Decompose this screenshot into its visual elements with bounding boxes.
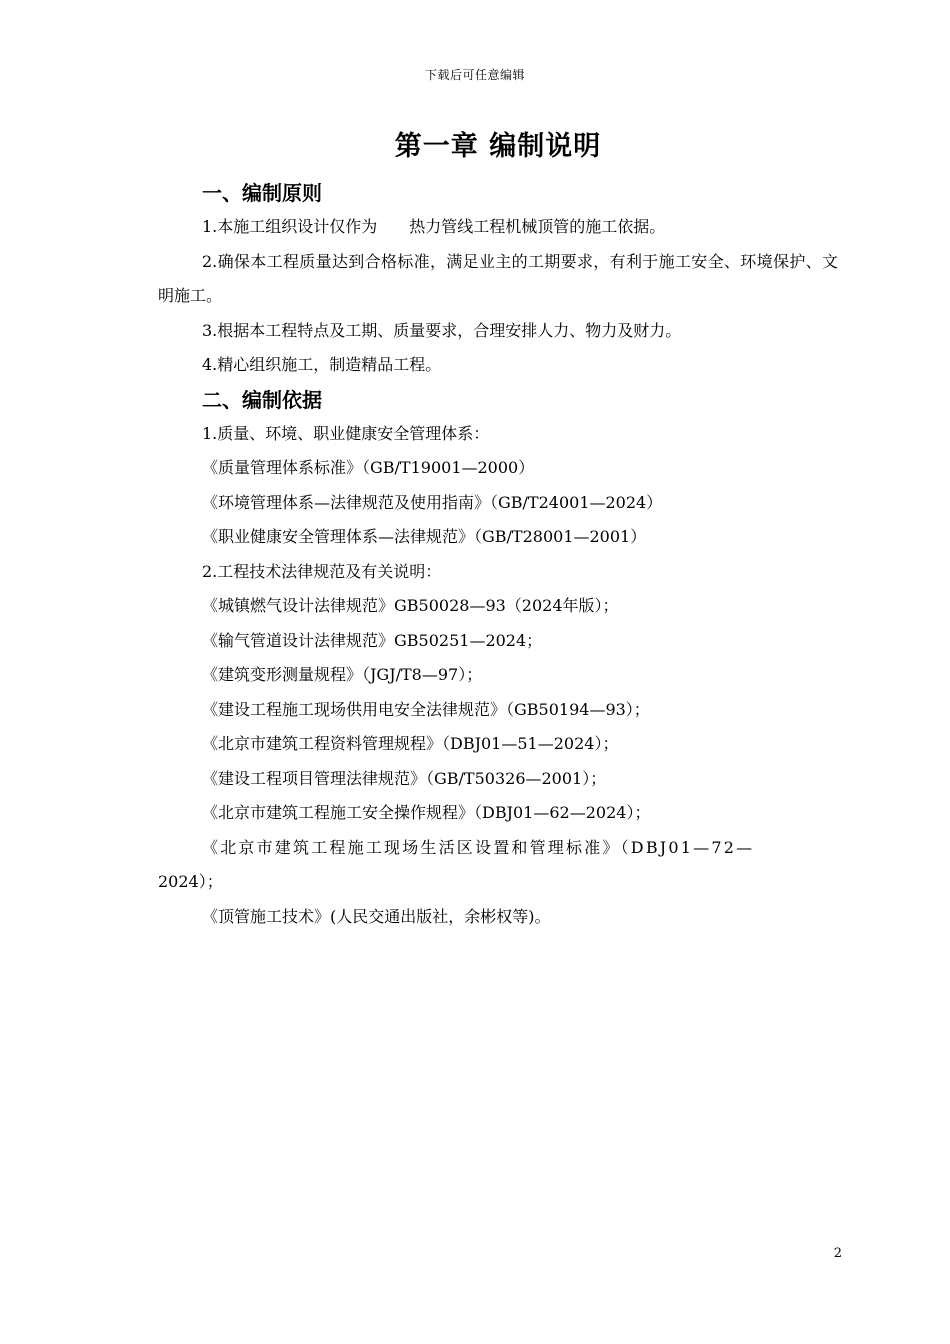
- standard-item: 《质量管理体系标准》（GB/T19001—2000）: [202, 458, 535, 477]
- regulation-item-line2: 2024）；: [158, 872, 223, 891]
- regulation-item: 《顶管施工技术》(人民交通出版社，余彬权等)。: [202, 906, 551, 926]
- regulation-item: 《北京市建筑工程施工安全操作规程》（DBJ01—62—2024）；: [202, 803, 651, 822]
- regulation-item: 《建设工程项目管理法律规范》（GB/T50326—2001）；: [202, 768, 607, 788]
- principle-paragraph: 2.确保本工程质量达到合格标准，满足业主的工期要求，有利于施工安全、环境保护、文明施工。: [158, 251, 838, 305]
- header-note: 下载后可任意编辑: [424, 68, 525, 82]
- regulation-item: 《城镇燃气设计法律规范》GB50028—93（2024年版）；: [202, 596, 619, 615]
- standard-item: 《职业健康安全管理体系—法律规范》（GB/T28001—2001）: [202, 527, 647, 546]
- principle-paragraph: 4.精心组织施工，制造精品工程。: [202, 355, 442, 374]
- regulation-item: 《输气管道设计法律规范》GB50251—2024；: [202, 630, 543, 650]
- chapter-title: 第一章 编制说明: [394, 131, 602, 162]
- section-heading-basis: 二、编制依据: [202, 387, 322, 412]
- page-number: 2: [833, 1246, 842, 1261]
- basis-group-title: 1.质量、环境、职业健康安全管理体系：: [202, 423, 490, 443]
- principle-paragraph: 3.根据本工程特点及工期、质量要求，合理安排人力、物力及财力。: [202, 320, 682, 340]
- regulation-item-line1: 《北京市建筑工程施工现场生活区设置和管理标准》（DBJ01—72—: [202, 837, 755, 857]
- regulation-item: 《北京市建筑工程资料管理规程》（DBJ01—51—2024）；: [202, 734, 619, 753]
- regulation-item-wrapped: [158, 831, 838, 900]
- regulation-item: 《建设工程施工现场供用电安全法律规范》（GB50194—93）；: [202, 699, 650, 719]
- basis-group-title: 2.工程技术法律规范及有关说明：: [202, 561, 442, 581]
- standard-item: 《环境管理体系—法律规范及使用指南》（GB/T24001—2024）: [202, 492, 663, 512]
- document-body: [158, 128, 838, 934]
- principle-paragraph: 1.本施工组织设计仅作为 热力管线工程机械顶管的施工依据。: [202, 217, 666, 236]
- regulation-item: 《建筑变形测量规程》（JGJ/T8—97）；: [202, 665, 483, 684]
- section-heading-principles: 一、编制原则: [202, 181, 322, 205]
